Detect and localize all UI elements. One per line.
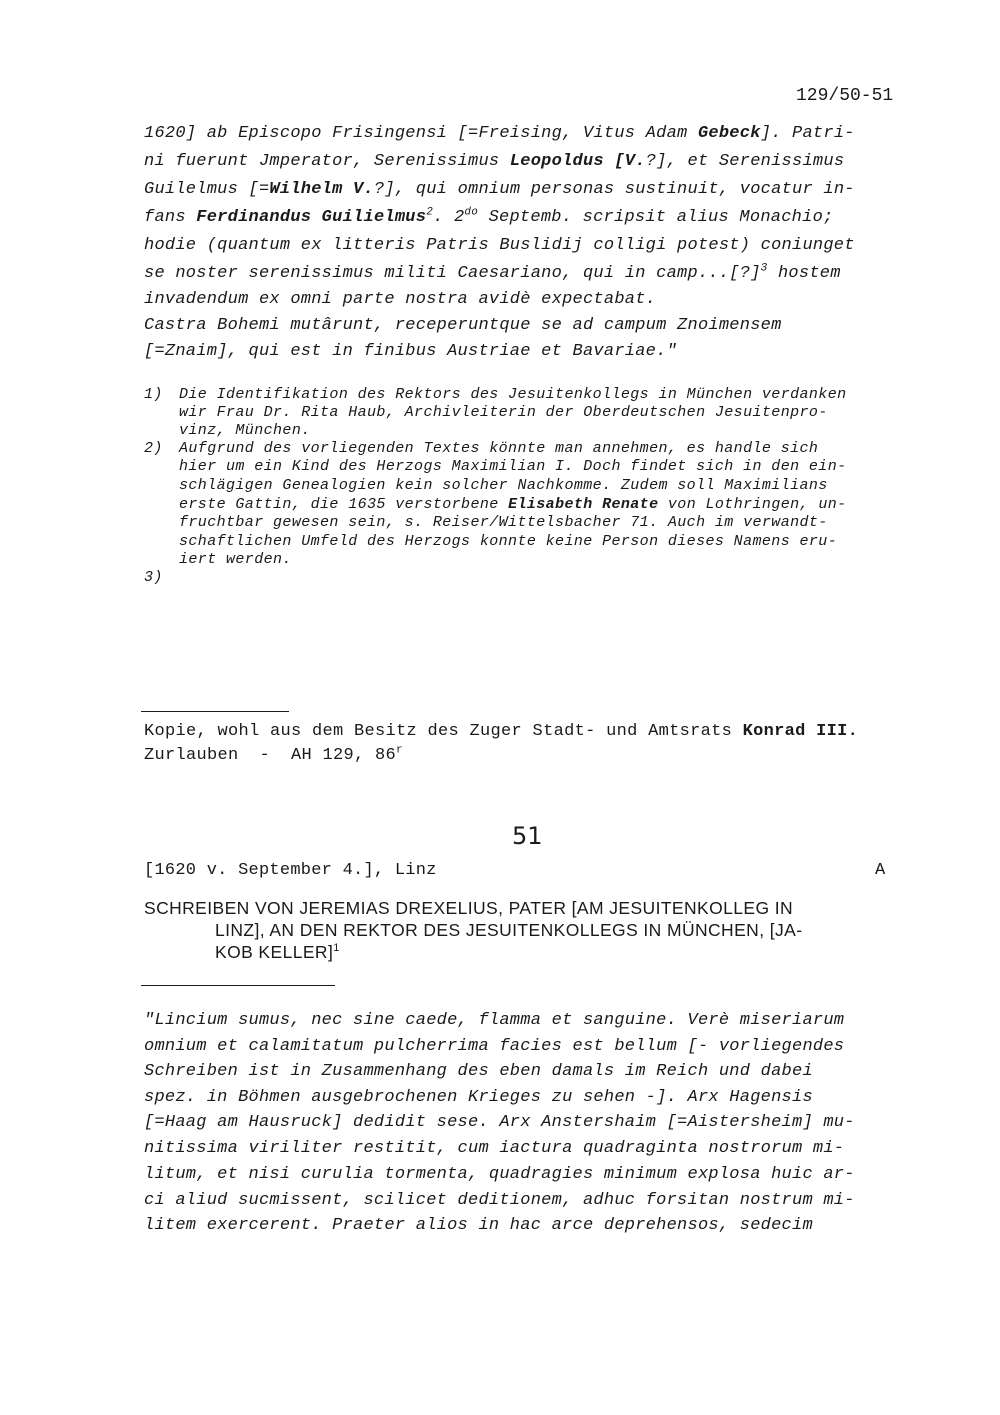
footnote-label: 1) — [144, 386, 163, 403]
footnote-line: schlägigen Genealogien kein solcher Nachkomme. Zudem soll Maximilians — [179, 477, 828, 494]
title-line: LINZ], AN DEN REKTOR DES JESUITENKOLLEGS IN MÜNCHEN, [JA- — [215, 920, 803, 940]
text-line: fans Ferdinandus Guilielmus$^2$. $2^{do}$ Septemb. scripsit alius Monachio; — [144, 206, 834, 227]
text-line: Schreiben ist in Zusammenhang des eben damals im Reich und dabei — [144, 1062, 813, 1081]
text-line: spez. in Böhmen ausgebrochenen Krieges zu sehen -]. Arx Hagensis — [144, 1088, 813, 1107]
footnote-line: fruchtbar gewesen sein, s. Reiser/Wittelsbacher 71. Auch im verwandt- — [179, 514, 828, 531]
ordinal-suffix: do — [464, 206, 479, 219]
source-line: Kopie, wohl aus dem Besitz des Zuger Stadt- und Amtsrats Konrad III. — [144, 722, 859, 741]
footnote-line: iert werden. — [179, 551, 292, 568]
text-line: Guilelmus [=Wilhelm V.?], qui omnium personas sustinuit, vocatur in- — [144, 180, 855, 199]
footnote-2: 2) Aufgrund des vorliegenden Textes könnte man annehmen, es handle sich — [144, 440, 819, 457]
footnote-line: schaftlichen Umfeld des Herzogs konnte keine Person dieses Namens eru- — [179, 533, 838, 550]
footnote-ref: 3 — [760, 262, 768, 275]
text-line: hodie (quantum ex litteris Patris Buslidij colligi potest) coniunget — [144, 236, 855, 255]
document-type: A — [875, 861, 886, 880]
text-line: litem exercerent. Praeter alios in hac arce deprehensos, sedecim — [144, 1216, 813, 1235]
footnote-ref: 1 — [333, 942, 340, 955]
footnote-label: 3) — [144, 569, 163, 586]
footnote-3 — [144, 569, 179, 586]
text-line: "Lincium sumus, nec sine caede, flamma et sanguine. Verè miseriarum — [144, 1011, 845, 1030]
document-number: 51 — [512, 822, 543, 850]
text-line: Castra Bohemi mutârunt, receperuntque se ad campum Znoimensem — [144, 316, 782, 335]
folio-marker: r — [396, 744, 403, 757]
person-name: Gebeck — [697, 124, 761, 143]
footnote-line: hier um ein Kind des Herzogs Maximilian I. Doch findet sich in den ein- — [179, 458, 847, 475]
separator-rule — [141, 985, 335, 986]
footnote-1: 1) Die Identifikation des Rektors des Jesuitenkollegs in München verdanken — [144, 386, 847, 403]
text-line: litum, et nisi curulia tormenta, quadragies minimum explosa huic ar- — [144, 1165, 855, 1184]
person-name: Elisabeth Renate — [508, 496, 659, 513]
title-line: KOB KELLER]$^1$ — [215, 942, 340, 962]
person-name: Konrad III. — [742, 722, 859, 741]
footnote-label: 2) — [144, 440, 163, 457]
footnote-ref: 2 — [426, 206, 434, 219]
text-line: invadendum ex omni parte nostra avidè expectabat. — [144, 290, 657, 309]
footnote-line: wir Frau Dr. Rita Haub, Archivleiterin der Oberdeutschen Jesuitenpro- — [179, 404, 828, 421]
page-number: 129/50-51 — [796, 86, 894, 106]
text-line: ni fuerunt Jmperator, Serenissimus Leopoldus [V.?], et Serenissimus — [144, 152, 845, 171]
text-line: ci aliud sucmissent, scilicet deditionem, adhuc forsitan nostrum mi- — [144, 1191, 855, 1210]
person-name: Ferdinandus Guilielmus — [196, 208, 427, 227]
title-line: SCHREIBEN VON JEREMIAS DREXELIUS, PATER [AM JESUITENKOLLEG IN — [144, 898, 794, 918]
text-line: [=Haag am Hausruck] dedidit sese. Arx Anstershaim [=Aistersheim] mu- — [144, 1113, 855, 1132]
dateline: [1620 v. September 4.], Linz — [144, 861, 437, 880]
text-line: nitissima viriliter restitit, cum iactura quadraginta nostrorum mi- — [144, 1139, 845, 1158]
person-name: Leopoldus [V. — [509, 152, 646, 171]
footnote-line: erste Gattin, die 1635 verstorbene Elisabeth Renate von Lothringen, un- — [179, 496, 847, 513]
person-name: Wilhelm V. — [269, 180, 374, 199]
text-line: omnium et calamitatum pulcherrima facies est bellum [- vorliegendes — [144, 1037, 845, 1056]
text-line: [=Znaim], qui est in finibus Austriae et Bavariae." — [144, 342, 678, 361]
footnote-line: vinz, München. — [179, 422, 311, 439]
text-line: se noster serenissimus militi Caesariano, qui in camp...[?]$^3$ hostem — [144, 262, 841, 283]
text-line: 1620] ab Episcopo Frisingensi [=Freising, Vitus Adam Gebeck]. Patri- — [144, 124, 855, 143]
separator-rule — [141, 711, 289, 712]
source-line: Zurlauben - AH 129, 86$^r$ — [144, 744, 403, 765]
